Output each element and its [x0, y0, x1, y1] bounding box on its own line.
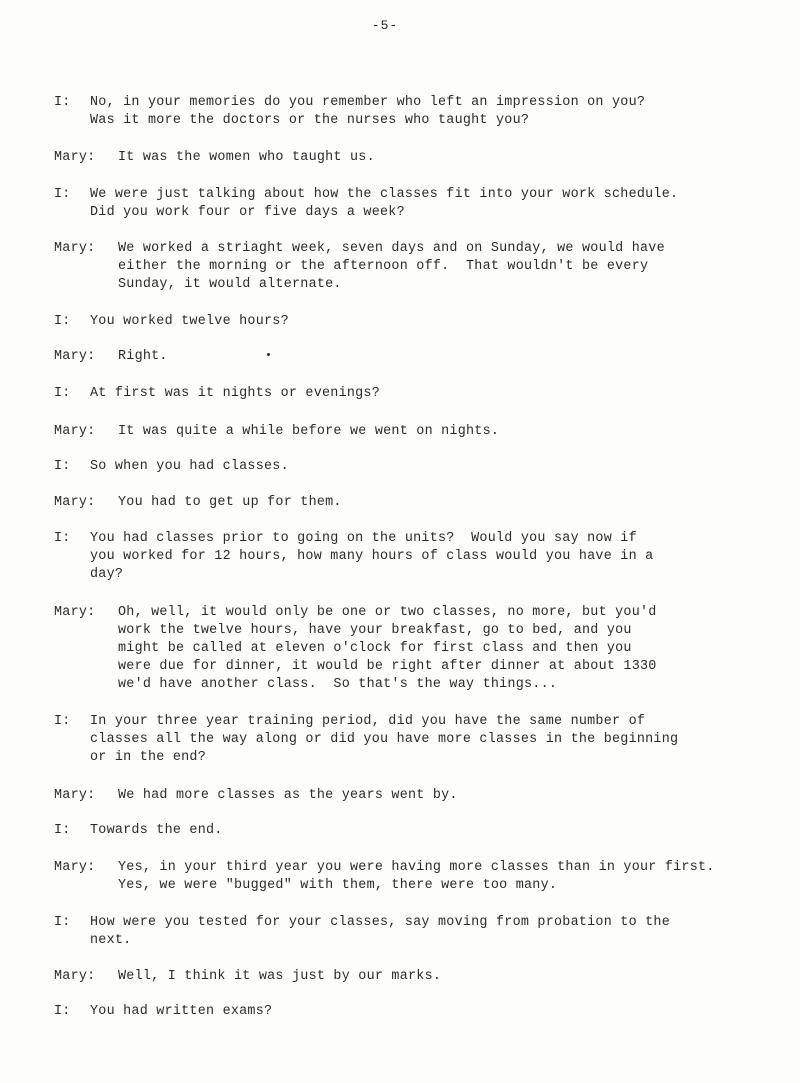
utterance-text: It was the women who taught us. — [118, 150, 375, 165]
entry-first-line — [54, 494, 772, 512]
entry-first-line — [54, 787, 772, 805]
utterance-text: We had more classes as the years went by. — [118, 788, 458, 803]
utterance-text: At first was it nights or evenings? — [90, 386, 380, 401]
page-number: -5- — [371, 18, 399, 33]
utterance-text: Right. — [118, 349, 168, 364]
transcript-entry — [54, 787, 772, 805]
entry-first-line — [54, 458, 772, 476]
speaker-label: I: — [54, 459, 71, 474]
entry-first-line — [54, 385, 772, 403]
entry-first-line — [54, 94, 772, 112]
transcript-entry — [54, 530, 772, 584]
utterance-continuation: classes all the way along or did you have more classes in the beginning — [90, 732, 679, 747]
utterance-continuation: either the morning or the afternoon off. That wouldn't be every — [118, 259, 649, 274]
entry-first-line — [54, 149, 772, 167]
entry-first-line — [54, 604, 772, 622]
utterance-text: You had classes prior to going on the units? Would you say now if — [90, 531, 637, 546]
transcript-entry — [54, 313, 772, 331]
utterance-text: It was quite a while before we went on nights. — [118, 424, 500, 439]
transcript-entry — [54, 186, 772, 222]
transcript-entry — [54, 1003, 772, 1021]
utterance-text: We were just talking about how the classes fit into your work schedule. — [90, 187, 679, 202]
entry-first-line — [54, 423, 772, 441]
utterance-text: No, in your memories do you remember who left an impression on you? — [90, 95, 646, 110]
entry-first-line — [54, 530, 772, 548]
entry-first-line — [54, 313, 772, 331]
utterance-text: We worked a striaght week, seven days and on Sunday, we would have — [118, 241, 665, 256]
utterance-continuation: Yes, we were "bugged" with them, there were too many. — [118, 878, 558, 893]
transcript-entry — [54, 94, 772, 130]
transcript-entry — [54, 385, 772, 403]
speaker-label: Mary: — [54, 605, 96, 620]
transcript-entry — [54, 494, 772, 512]
entry-first-line — [54, 968, 772, 986]
utterance-continuation: Was it more the doctors or the nurses who taught you? — [90, 113, 530, 128]
utterance-continuation: or in the end? — [90, 750, 206, 765]
transcript-entry — [54, 859, 772, 895]
entry-first-line — [54, 822, 772, 840]
speaker-label: I: — [54, 823, 71, 838]
utterance-text: Towards the end. — [90, 823, 223, 838]
transcript-entry — [54, 968, 772, 986]
entry-first-line — [54, 1003, 772, 1021]
speaker-label: I: — [54, 531, 71, 546]
utterance-text: How were you tested for your classes, say moving from probation to the — [90, 915, 670, 930]
speaker-label: I: — [54, 95, 71, 110]
utterance-continuation: you worked for 12 hours, how many hours of class would you have in a — [90, 549, 654, 564]
utterance-continuation: Sunday, it would alternate. — [118, 277, 342, 292]
transcript-entry — [54, 240, 772, 294]
transcript-entry — [54, 149, 772, 167]
speaker-label: Mary: — [54, 495, 96, 510]
speaker-label: Mary: — [54, 349, 96, 364]
transcript-entry — [54, 458, 772, 476]
utterance-continuation: day? — [90, 567, 124, 582]
speaker-label: Mary: — [54, 969, 96, 984]
utterance-text: You had to get up for them. — [118, 495, 342, 510]
speaker-label: I: — [54, 915, 71, 930]
utterance-continuation: might be called at eleven o'clock for first class and then you — [118, 641, 632, 656]
entry-first-line — [54, 186, 772, 204]
transcript-entry — [54, 604, 772, 694]
scan-speck — [267, 353, 270, 356]
speaker-label: Mary: — [54, 860, 96, 875]
utterance-continuation: were due for dinner, it would be right after dinner at about 1330 — [118, 659, 657, 674]
utterance-text: So when you had classes. — [90, 459, 289, 474]
speaker-label: I: — [54, 386, 71, 401]
transcript-entry — [54, 348, 772, 366]
speaker-label: Mary: — [54, 150, 96, 165]
entry-first-line — [54, 240, 772, 258]
utterance-continuation: work the twelve hours, have your breakfast, go to bed, and you — [118, 623, 632, 638]
entry-first-line — [54, 914, 772, 932]
utterance-continuation: Did you work four or five days a week? — [90, 205, 405, 220]
speaker-label: I: — [54, 1004, 71, 1019]
speaker-label: Mary: — [54, 788, 96, 803]
transcript-entry — [54, 914, 772, 950]
utterance-continuation: we'd have another class. So that's the way things... — [118, 677, 558, 692]
utterance-text: Yes, in your third year you were having more classes than in your first. — [118, 860, 715, 875]
speaker-label: I: — [54, 714, 71, 729]
entry-first-line — [54, 859, 772, 877]
speaker-label: Mary: — [54, 424, 96, 439]
utterance-text: Well, I think it was just by our marks. — [118, 969, 442, 984]
entry-first-line — [54, 713, 772, 731]
speaker-label: I: — [54, 187, 71, 202]
utterance-text: In your three year training period, did you have the same number of — [90, 714, 646, 729]
utterance-text: You had written exams? — [90, 1004, 273, 1019]
speaker-label: Mary: — [54, 241, 96, 256]
speaker-label: I: — [54, 314, 71, 329]
utterance-text: You worked twelve hours? — [90, 314, 289, 329]
utterance-text: Oh, well, it would only be one or two classes, no more, but you'd — [118, 605, 657, 620]
transcript-entry — [54, 423, 772, 441]
transcript-entry — [54, 822, 772, 840]
transcript-entry — [54, 713, 772, 767]
utterance-continuation: next. — [90, 933, 132, 948]
entry-first-line — [54, 348, 772, 366]
